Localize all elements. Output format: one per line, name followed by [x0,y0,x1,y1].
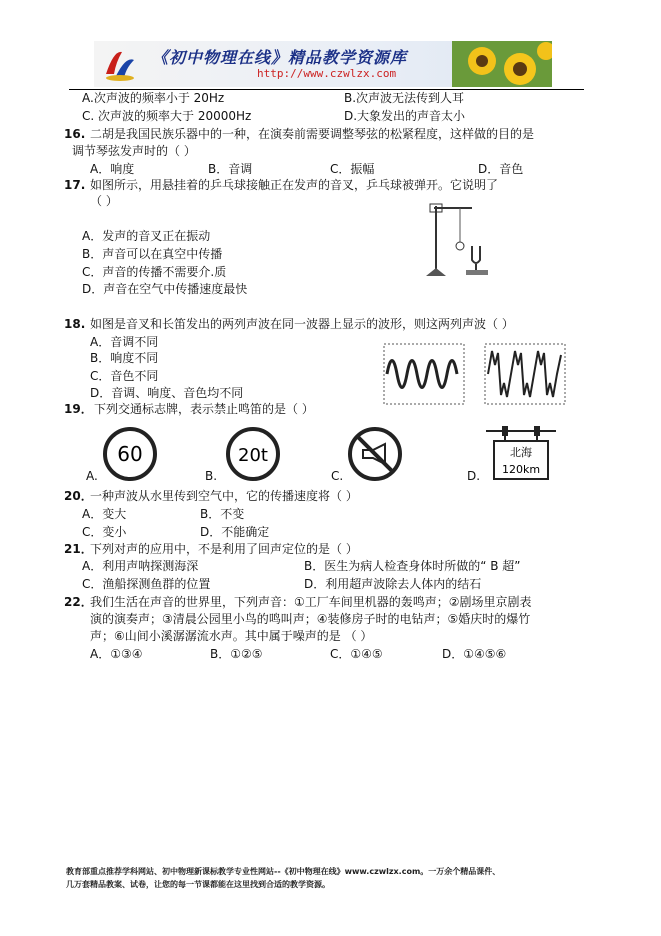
footer-line1: 教育部重点推荐学科网站、初中物理新课标教学专业性网站--《初中物理在线》www.czwlzx.com。一万余个精品课件、 [66,867,501,876]
q22-number: 22． [64,595,93,609]
q18-option-c: C．音色不同 [90,369,159,383]
q22-stem-line3: 声；⑥山间小溪潺潺流水声。其中属于噪声的是 （ ） [90,629,373,643]
q21-option-d: D．利用超声波除去人体内的结石 [304,577,482,591]
waveform-tuning-fork [383,343,465,405]
q18-option-b: B．响度不同 [90,351,159,365]
banner-title: 《初中物理在线》精品教学资源库 [152,48,408,67]
q15-option-d: D.大象发出的声音太小 [344,109,466,123]
logo-icon [100,44,140,84]
q22-stem-line1: 我们生活在声音的世界里，下列声音：①工厂车间里机器的轰鸣声；②剧场里京剧表 [90,595,532,609]
q16-stem-cont: 调节琴弦发声时的（ ） [72,144,196,158]
q16-option-a: A．响度 [90,162,135,176]
q16-option-c: C．振幅 [330,162,375,176]
footer-line2: 几万套精品教案、试卷，让您的每一节课都能在这里找到合适的教学资源。 [66,880,330,889]
q19-option-a: A. [86,469,98,483]
q20-option-b: B．不变 [200,507,245,521]
q17-option-d: D．声音在空气中传播速度最快 [82,282,248,296]
q17-stem: 如图所示，用悬挂着的乒乓球接触正在发声的音叉，乒乓球被弹开。它说明了 [90,178,499,192]
tuning-fork-pingpong-figure [420,196,500,286]
q21-option-a: A．利用声呐探测海深 [82,559,199,573]
header-banner [94,41,552,87]
no-horn-sign [347,426,403,482]
sign-b-text: 20t [238,445,268,466]
sunflower-icon [452,41,552,87]
sign-d-line1: 北海 [510,446,532,459]
q17-blank: （ ） [90,194,118,208]
q21-stem: 下列对声的应用中，不是利用了回声定位的是（ ） [90,542,358,556]
q22-option-b: B．①②⑤ [210,647,263,661]
q20-option-c: C．变小 [82,525,127,539]
q15-option-a: A.次声波的频率小于 20Hz [82,91,225,105]
q20-number: 20． [64,489,93,503]
q18-option-d: D．音调、响度、音色均不同 [90,386,244,400]
q19-option-b: B. [205,469,218,483]
q17-option-c: C．声音的传播不需要介.质 [82,265,227,279]
q17-option-a: A．发声的音叉正在振动 [82,229,211,243]
distance-sign [484,423,558,481]
q22-option-d: D．①④⑤⑥ [442,647,507,661]
sign-a-text: 60 [117,442,143,466]
q16-number: 16. [64,127,86,141]
q18-stem: 如图是音叉和长笛发出的两列声波在同一波器上显示的波形，则这两列声波（ ） [90,317,514,331]
q22-option-c: C．①④⑤ [330,647,383,661]
q18-option-a: A．音调不同 [90,335,159,349]
q19-option-c: C. [331,469,344,483]
q21-option-b: B．医生为病人检查身体时所做的“ B 超” [304,559,521,573]
q20-option-a: A．变大 [82,507,127,521]
q20-option-d: D．不能确定 [200,525,270,539]
q19-stem: 下列交通标志牌，表示禁止鸣笛的是（ ） [94,402,314,416]
q16-stem: 二胡是我国民族乐器中的一种，在演奏前需要调整琴弦的松紧程度，这样做的目的是 [90,127,535,141]
q20-stem: 一种声波从水里传到空气中，它的传播速度将（ ） [90,489,358,503]
q17-option-b: B．声音可以在真空中传播 [82,247,223,261]
waveform-flute [484,343,566,405]
q19-number: 19． [64,402,93,416]
q21-number: 21． [64,542,93,556]
q15-option-b: B.次声波无法传到人耳 [344,91,465,105]
q22-stem-line2: 演的演奏声；③清晨公园里小鸟的鸣叫声；④装修房子时的电钻声；⑤婚庆时的爆竹 [90,612,531,626]
sign-d-line2: 120km [501,463,541,476]
q16-option-d: D．音色 [478,162,524,176]
q16-option-b: B．音调 [208,162,253,176]
speed-limit-sign [102,426,158,482]
q17-number: 17. [64,178,86,192]
q15-option-c: C. 次声波的频率大于 20000Hz [82,109,252,123]
q22-option-a: A．①③④ [90,647,143,661]
q18-number: 18. [64,317,86,331]
weight-limit-sign [225,426,281,482]
banner-url[interactable]: http://www.czwlzx.com [257,67,397,80]
q21-option-c: C．渔船探测鱼群的位置 [82,577,211,591]
q19-option-d: D. [467,469,481,483]
